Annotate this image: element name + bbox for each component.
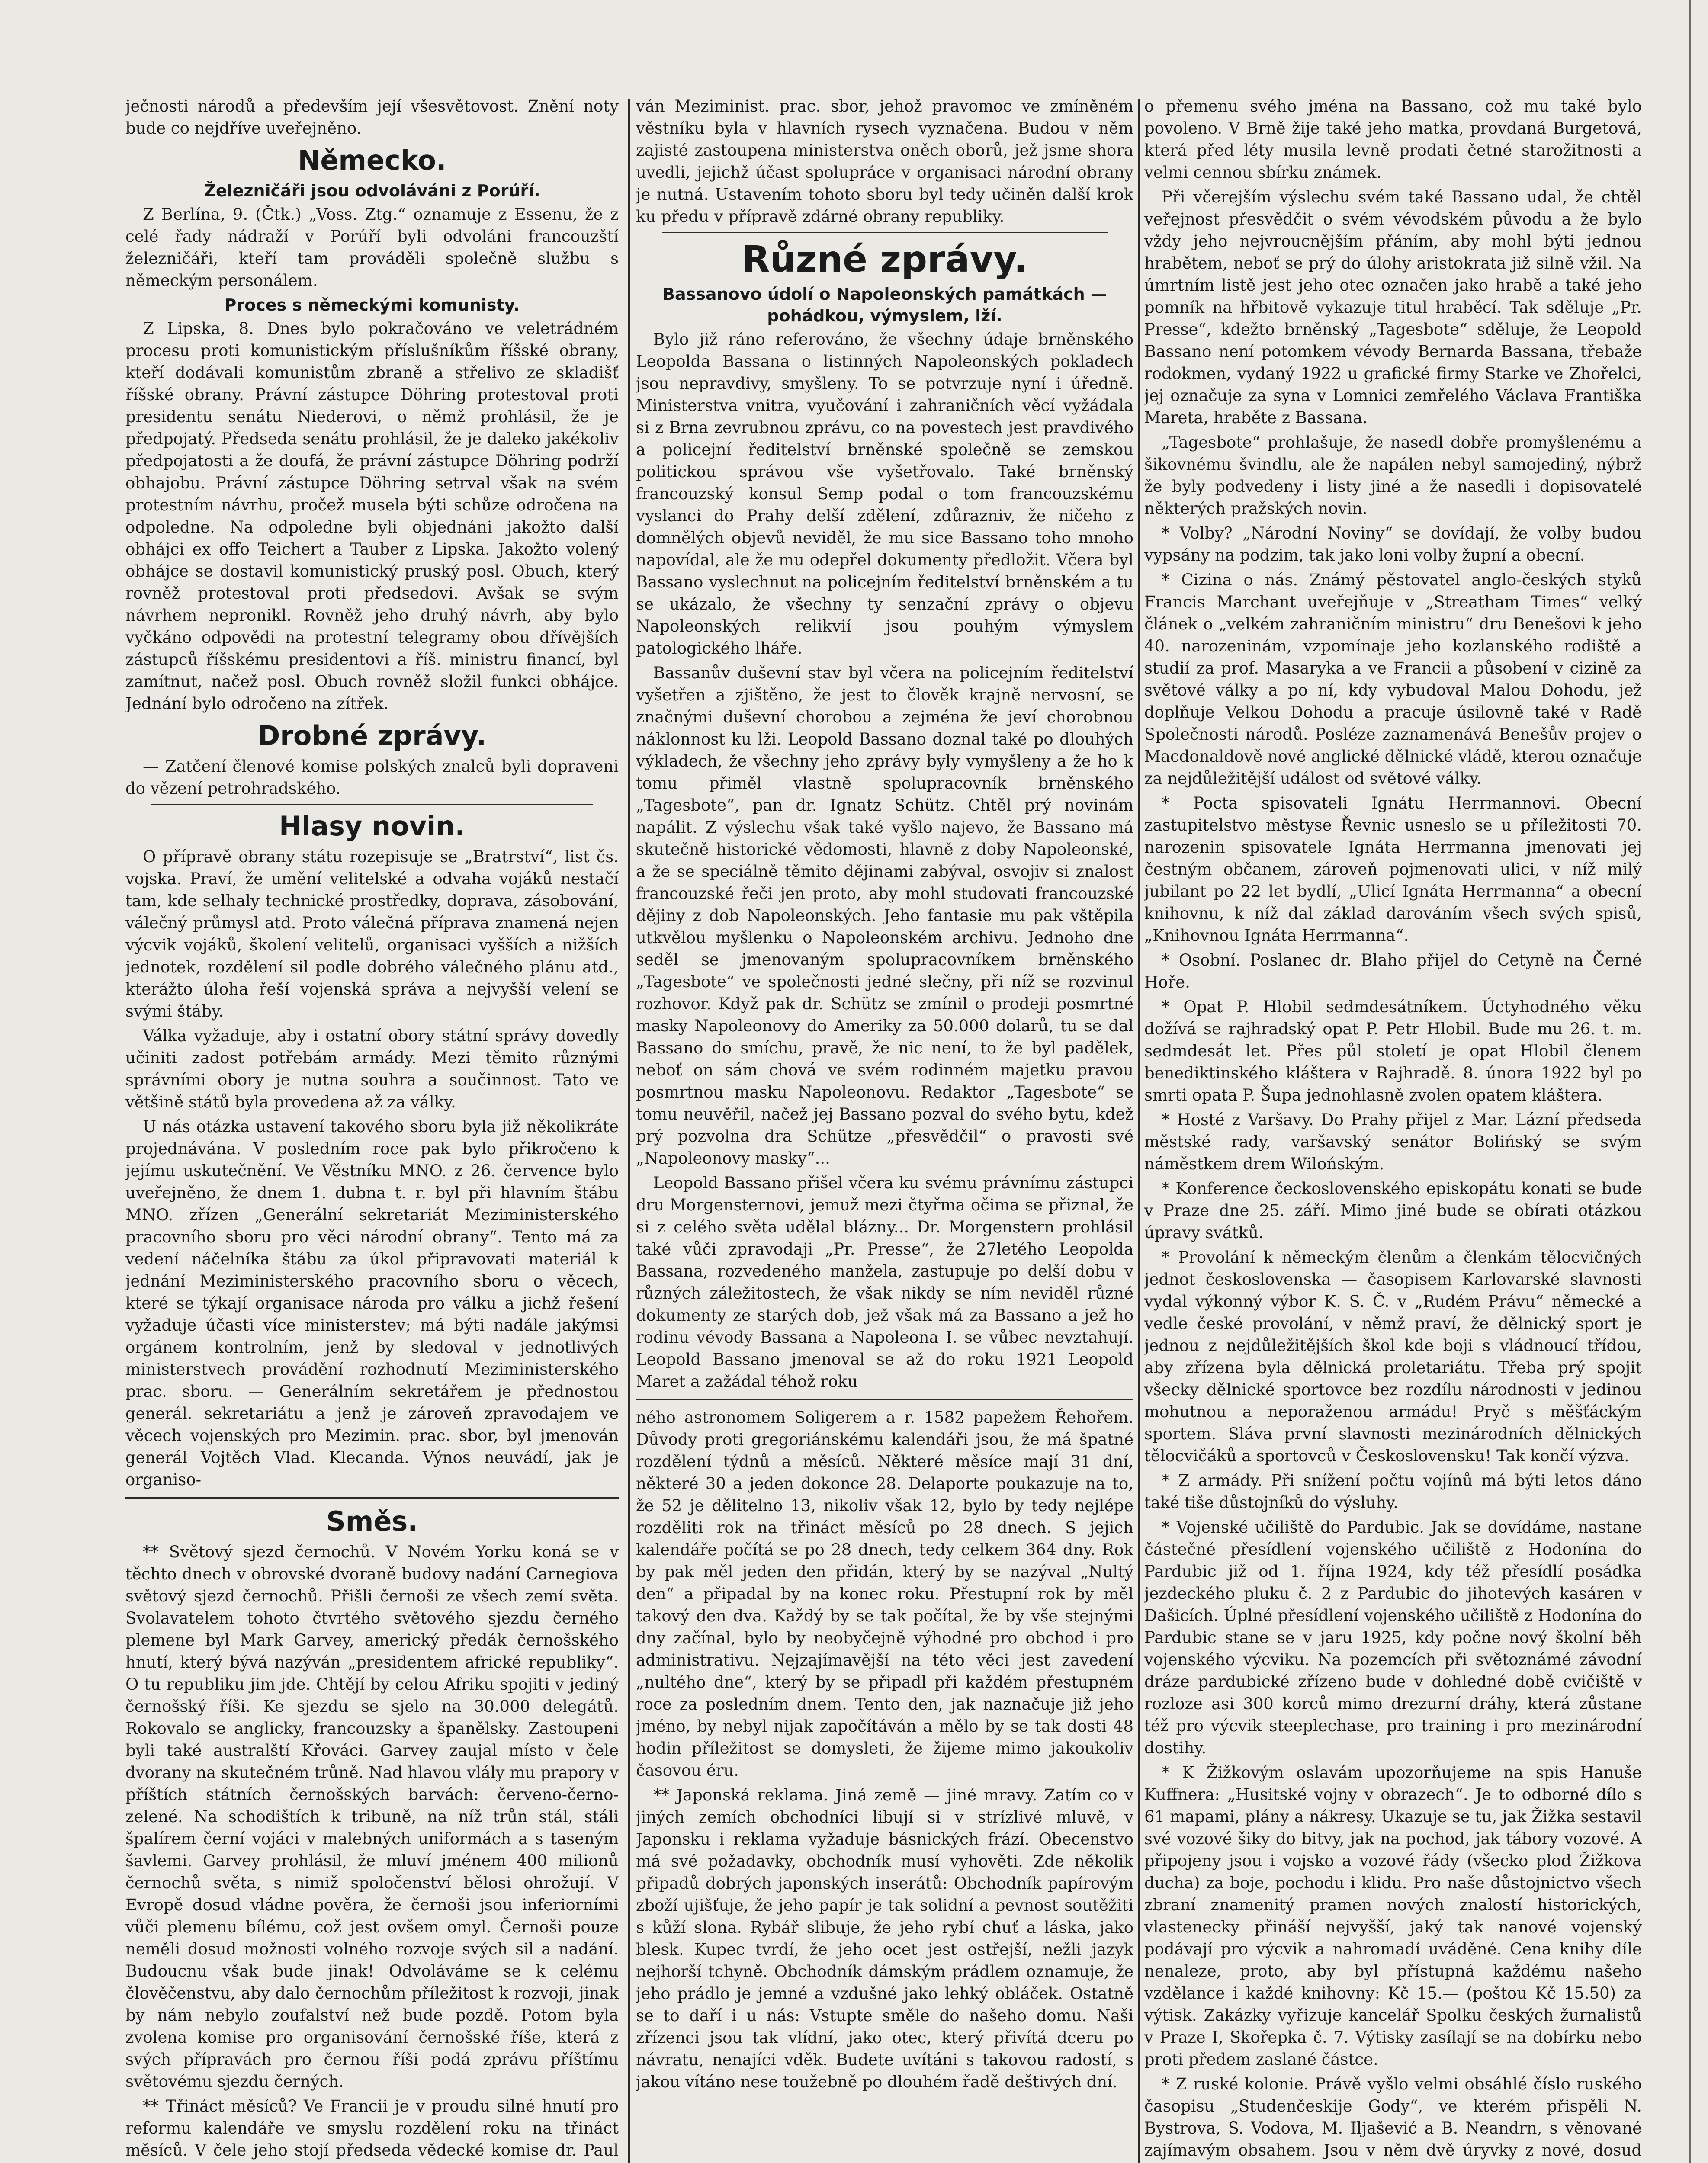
- section-heading-germany: Německo.: [298, 144, 446, 176]
- paragraph: O přípravě obrany státu rozepisuje se „Bratrství“, list čs. vojska. Praví, že umění velitelské a odvaha vojáků nestačí tam, kde selhaly technické prostředky, dopravа, zásobování, válečný průmysl atd. Proto válečná příprava znamená nejen výcvik vojáků, školení velitelů, organisaci vyšších a nižších jednotek, rozdělení sil podle dobrého válečného plánu atd., kterážto úloha řeší vojenská správa a nejvyšší velení se svými štáby.: [125, 847, 619, 1021]
- paragraph: Leopold Bassano přišel včera ku svému právnímu zástupci dru Morgensternovi, jemuž mezi čtyřma očima se přiznal, že si z celého světa udělal blázny... Dr. Morgenstern prohlásil také vůči zpravodaji „Pr. Presse“, že 27letého Leopolda Bassana, rozvedeného manžela, zastupuje po delší dobu v různých záležitostech, že však nikdy se ním neviděl různé dokumenty ze starých dob, jež však má za Bassano a jež ho rodinu vévody Bassana a Napoleona I. se vůbec nevztahují. Leopold Bassano jmenoval se až do roku 1921 Leopold Maret a zažádal téhož roku: [636, 1174, 1133, 1391]
- divider: [662, 232, 1108, 233]
- paragraph: * Opat P. Hlobil sedmdesátníkem. Úctyhodného věku dožívá se rajhradský opat P. Petr Hlobil. Bude mu 26. t. m. sedmdesát let. Přes půl století je opat Hlobil členem benediktinského kláštera v Rajhradě. 8. února 1922 byl po smrti opata P. Šupa jednohlasně zvolen opatem kláštera.: [1144, 998, 1642, 1104]
- paragraph: * Pocta spisovateli Ignátu Herrmannovi. Obecní zastupitelstvo městyse Řevnic usneslo se u příležitosti 70. narozenin spisovatele Ignáta Herrmanna jmenovati jej čestným občanem, zároveň pojmenovati ulici, v níž milý jubilant po 22 let bydlí, „Ulicí Ignáta Herrmanna“ a obecní knihovnu, k níž dal základ darováním všech svých spisů, „Knihovnou Ignáta Herrmanna“.: [1144, 794, 1642, 945]
- article-continuation: ván Meziminist. prac. sbor, jehož pravomoc ve zmíněném věstníku byla v hlavních rysech vyznačena. Budou v něm zajisté zastoupena ministerstva oněch oborů, jež jsme shora uvedli, jejichž účast spolupráce v organisaci národní obrany je nutná. Ustavením tohoto sboru byl tedy učiněn další krok ku předu v přípravě zdárné obrany republiky.: [636, 97, 1133, 226]
- paragraph: * Z ruské kolonie. Právě vyšlo velmi obsáhlé číslo ruského časopisu „Studenčeskije Gody“, ve kterém přispěli N. Bystrova, S. Vodova, M. Iljašević a B. Neandrn, s věnované zajímavým obsahem. Jsou v něm dvě úryvky z nové, dosud: [1144, 2075, 1642, 2160]
- paragraph: ** Třináct měsíců? Ve Francii je v proudu silné hnutí pro reformu kalendáře ve smyslu rozdělení roku na třináct měsíců. V čele jeho stojí předseda vědecké komise dr. Paul: [125, 2097, 619, 2160]
- article-continuation: ného astronomem Soligerem a r. 1582 papežem Řehořem. Důvody proti gregoriánskému kalendáři jsou, že má špatné rozdělení týdnů a měsíců. Některé měsíce mají 31 dní, některé 30 a jeden dokonce 28. Delaporte poukazuje na to, že 52 je dělitelno 13, nikoliv však 12, bylo by tedy nejlépe rozděliti rok na třináct měsíců po 28 dnech. S jejich kalendáře počítá se po 28 dnech, tedy celkem 364 dny. Rok by pak měl jeden den přidán, který by se nazýval „Nultý den“ a připadal by na konec roku. Přestupní rok by měl takový den dva. Každý by se tak počítal, že by vše stejnými dny začínal, bylo by neobyčejně výhodné pro obchod i pro administrativu. Nejzajímavější na této věci jest zavedení „nultého dne“, který by se připadl při každém přestupném roce za posledním dnem. Tento den, jak naznačuje již jeho jméno, by nebyl nijak započítáván a mělo by se tak dosti 48 hodin příležitost se domysleti, že žijeme mimo jakoukoliv časovou éru.: [636, 1408, 1133, 1780]
- paragraph: * Z armády. Při snížení počtu vojínů má býti letos dáno také tiše důstojníků do výsluhy.: [1144, 1471, 1642, 1512]
- paragraph: ** Světový sjezd černochů. V Novém Yorku koná se v těchto dnech v obrovské dvoraně budovy nadání Carnegiova světový sjezd černochů. Přišli černoši ze všech zemí světa. Svolavatelem tohoto čtvrtého světového sjezdu černého plemene byl Mark Garvey, americký předák černošského hnutí, který bývá nazýván „presidentem africké republiky“. O tu republiku jim jde. Chtějí by celou Afriku spojiti v jediný černošský říši. Ke sjezdu se sjelo na 30.000 delegátů. Rokovalo se anglicky, francouzsky a španělsky. Zastoupeni byli také australští Křováci. Garvey zaujal místo v čele dvorany na skutečném trůně. Nad hlavou vlály mu prapory v příštích státních černošských barvách: červeno-černo-zelené. Na schodištích k tribuně, na níž trůn stál, stáli špalírem černí vojáci v malebných uniformách a s taseným šavlemi. Garvey prohlásil, že mluví jménem 400 milionů černochů světa, s nimiž spoločenství bělosi ohrožují. V Evropě dosud vládne pověra, že černoši jsou inferiorními vůči plemenu bílému, což jest ovšem omyl. Černoši pouze neměli dosud možnosti volného rozvoje svých sil a nadání. Budoucnu však bude jinak! Odvoláváme se k celému člověčenstvu, aby dalo černochům příležitost k rozvoji, jinak by nám nebylo zoufalství než bude pozdě. Potom byla zvolena komise pro organisování černošské říše, která z svých přípravách pro černou říši podá zprávu příštímu světovému sjezdu černých.: [125, 1543, 619, 2091]
- divider: [125, 1497, 619, 1499]
- column-left: [125, 95, 619, 2163]
- paragraph: * Volby? „Národní Noviny“ se dovídají, že volby budou vypsány na podzim, tak jako loni volby župní a obecní.: [1144, 524, 1642, 565]
- paragraph: ** Japonská reklama. Jiná země — jiné mravy. Zatím co v jiných zemích obchodníci libují si v strízlivé mluvě, v Japonsku i reklama vyžaduje básnických frází. Obecenstvo má své požadavky, obchodník musí vyhověti. Zde několik připadů dobrých japonských inserátů: Obchodník papírovým zboží ujišťuje, že jeho papír je tak solidní a pevnost soutěžiti s kůží slona. Rybář slibuje, že jeho rybí chuť a láska, jako blesk. Kupec tvrdí, že jeho ocet jest ostřejší, nežli jazyk nejhorší tchyně. Obchodník dámským prádlem oznamuje, že jeho prádlo je jemné a vzdušné jako lehký obláček. Ostatně se to daří i u nás: Vstupte směle do našeho domu. Naši zřízenci jsou tak vlídní, jako otec, který přivítá dceru po návratu, nenajíci vděk. Budete uvítáni s takovou radostí, s jakou vítáno nese toužebně po dlouhém řadě deštivých dní.: [636, 1786, 1133, 2091]
- paragraph: Bassanův duševní stav byl včera na policejním ředitelství vyšetřen a zjištěno, že jest to člověk krajně nervosní, se značnými duševní chorobou a zejména že jeví chorobnou náklonnost ku lži. Leopold Bassano doznal také po dlouhých výkladech, že všechny jeho zprávy byly vymyšleny a že ho k tomu přiměl vlastně spolupracovník brněnského „Tagesbote“, pan dr. Ignatz Schütz. Chtěl prý novinám napálit. Z výslechu však také vyšlo najevo, že Bassano má skutečně historické vědomosti, hlavně z doby Napoleonské, a že se speciálně těmito dějinami zabýval, osvojiv si znalost francouzské řeči jen proto, aby mohl studovati francouzské dějiny z dob Napoleonských. Jeho fantasie mu pak vštěpila utkvělou myšlenku o Napoleonském archivu. Jednoho dne seděl se jmenovaným spolupracovníkem brněnského „Tagesbote“ ve společnosti jedné slečny, při níž se rozvinul rozhovor. Když pak dr. Schütz se zmínil o prodeji posmrtné masky Napoleonovy do Ameriky za 50.000 dolarů, tu se dal Bassano do smíchu, pravě, že nic není, to že byl padělek, neboť on sám chová ve svém rodinném majetku pravou posmrtnou masku Napoleonovu. Redaktor „Tagesbote“ se tomu neuvěřil, načež jej Bassano pozval do svého bytu, kdež prý pozvolna dra Schütze „přesvědčil“ o pravosti své „Napoleonovy masky“...: [636, 664, 1133, 1168]
- column-right: [1144, 95, 1642, 2163]
- paragraph: Válka vyžaduje, aby i ostatní obory státní správy dovedly učiniti zadost potřebám armády. Mezi těmito různými správními obory je nutna souhra a součinnost. Tato ve většině států byla provedena až za války.: [125, 1027, 619, 1111]
- divider: [636, 1399, 1133, 1400]
- subheading: Železničáři jsou odvoláváni z Porúří.: [204, 181, 540, 200]
- paragraph: Z Lipska, 8. Dnes bylo pokračováno ve veletrádném procesu proti komunistickým příslušníkům říšské obrany, kteří dodávali komunistům zbraně a střelivo ze skladišť říšské obrany. Právní zástupce Döhring protestoval proti presidentu senátu Niederovi, o němž prohlásil, že je předpojatý. Předseda senátu prohlásil, že je daleko jakékoliv předpojatosti a že doufá, že právní zástupce Döhring podrží obhajobu. Právní zástupce Döhring setrval však na svém protestním návrhu, pročež musela býti schůze odročena na odpoledne. Na odpoledne byli objednáni jakožto další obhájci ex offo Teichert a Tauber z Lipska. Jakožto volený obhájce se dostavil komunistický pruský posl. Obuch, který rovněž protestoval proti předsedovi. Avšak se svým návrhem nepronikl. Rovněž jeho druhý návrh, aby bylo vyčkáno odpovědi na protestní telegramy obou dřívějších zástupců říšskému presidentovi a říš. ministru financí, byl zamítnut, načež posl. Obuch rovněž složil funkci obhájce. Jednání bylo odročeno na zítřek.: [125, 319, 619, 713]
- paragraph: * Osobní. Poslanec dr. Blaho přijel do Cetyně na Černé Hoře.: [1144, 951, 1642, 992]
- subheading: Bassanovo údolí o Napoleonských památkách — pohádkou, výmyslem, lží.: [662, 285, 1107, 325]
- section-heading-miscellany: Směs.: [326, 1505, 418, 1537]
- paragraph: Bylo již ráno referováno, že všechny údaje brněnského Leopolda Bassana o listinných Napoleonských pokladech jsou nepravdivy, smyšleny. To se potvrzuje nyní i úředně. Ministerstva vnitra, vyučování i zahraničních věcí vyžádala si z Brna zevrubnou zprávu, co na povestech jest pravdivého a policejní ředitelství brněnské společně se zemskou politickou správou vše vyšetřovalo. Také brněnský francouzský konsul Semp podal o tom francouzskému vyslanci do Prahy delší zdělení, zdůrazniv, že ničeho z domnělých objevů neviděl, že mu sice Bassano toho mnoho napovídal, ale že mu odepřel dokumenty předložit. Včera byl Bassano vyslechnut na policejním ředitelství brněnském a tu se ukázalo, že všechny ty senzační zprávy o objevu Napoleonských relikvií jsou pouhým výmyslem patologického lháře.: [636, 330, 1133, 658]
- paragraph: — Zatčení členové komise polských znalců byli dopraveni do vězení petrohradského.: [125, 757, 619, 798]
- paragraph: Z Berlína, 9. (Čtk.) „Voss. Ztg.“ oznamuje z Essenu, že z celé řady nádraží v Porúří byli odvoláni francouzští železničáři, kteří tam prováděli společně službu s německým personálem.: [125, 205, 619, 290]
- paragraph: * K Žižkovým oslavám upozorňujeme na spis Hanuše Kuffnera: „Husitské vojny v obrazech“. Je to odborné dílo s 61 mapami, plány a nákresy. Ukazuje se tu, jak Žižka sestavil své vozové šiky do bitvy, jak na pochod, jak tábory vozové. A připojeny jsou i vojsko a vozové řády (všecko plod Žižkova ducha) za boje, pochodu i klidu. Pro naše důstojnictvo všech zbraní znamenitý pramen nových znalostí historických, vlastenecky přináší nejvyšší, jaký tak nanové vojenský podávají pro výcvik a nahromadí uváděné. Cena knihy díle nenaleze, proto, aby byl přístupná každému našeho vzdělance i každé knihovny: Kč 15.— (poštou Kč 15.50) za výtisk. Zakázky vyřizuje kancelář Spolku českých žurnalistů v Praze I, Skořepka č. 7. Výtisky zasílají se na dobírku nebo proti předem zaslané částce.: [1144, 1763, 1642, 2069]
- paragraph: * Vojenské učiliště do Pardubic. Jak se dovídáme, nastane částečné přesídlení vojenského učiliště z Hodonína do Pardubic již od 1. října 1924, kdy též přesídlí posádka jezdeckého pluku č. 2 z Pardubic do jihotevých kasáren v Dašicích. Úplné přesídlení vojenského učiliště z Hodonína do Pardubic stane se v jaru 1925, kdy počne nový školní běh vojenského výcviku. Na pozemcích při světoznámé závodní dráze pardubické zřízeno bude v dohledné době cvičiště v rozloze asi 300 korců mimo drezurní dráhy, která zůstane též pro výcvik steeplechase, pro training i pro mezinárodní dostihy.: [1144, 1518, 1642, 1757]
- paragraph: U nás otázka ustavení takového sboru byla již několikráte projednávána. V posledním roce pak bylo přikročeno k jejímu uskutečnění. Ve Věstníku MNO. z 26. července bylo uveřejněno, že dnem 1. dubna t. r. byl při hlavním štábu MNO. zřízen „Generální sekretariát Meziministerského pracovního sboru pro věci národní obrany“. Tento má za vedení náčelníka štábu za úkol připravovati materiál k jednání Meziministerského pracovního sboru o věcech, které se týkají organisace národa pro válku a jichž řešení vyžaduje účasti více ministerstev; má býti nadále jakýmsi orgánem kontrolním, jenž by sledoval v jednotlivých ministerstvech provádění rozhodnutí Meziministerského prac. sboru. — Generálním sekretářem je přednostou generál. sekretariátu a jenž je zároveň zpravodajem ve věcech vojenských pro Mezimin. prac. sbor, byl jmenován generál Vojtěch Vlad. Klecanda. Výnos neuvádí, jak je organiso-: [125, 1117, 619, 1489]
- column-middle: [636, 95, 1133, 2163]
- paragraph: * Cizina o nás. Známý pěstovatel anglo-českých styků Francis Marchant uveřejňuje v „Streatham Times“ velký článek o „velkém zahraničním ministru“ dru Benešovi k jeho 40. narozeninám, vzpomínaje jeho kozlanského rodiště a studií za prof. Masaryka a ve Francii a působení v cizině za světové války a po ní, kdy vybudoval Malou Dohodu, jež doplňuje Velkou Dohodu a pracuje úsilovně také v Radě Společnosti národů. Posléze zaznamenává Benešův projev o Macdonaldově nové anglické dělnické vládě, kterou označuje za nejdůležitější událost od světové války.: [1144, 571, 1642, 788]
- section-heading-short-news: Drobné zprávy.: [257, 720, 487, 751]
- paragraph: „Tagesbote“ prohlašuje, že nasedl dobře promyšlenému a šikovnému švindlu, ale že napálen nebyl samojediný, nýbrž že byly podvedeny i listy jiné a že nasedli i dopisovatelé některých pražských novin.: [1144, 433, 1642, 518]
- column-rule-right: [1138, 99, 1140, 2163]
- paragraph: * Provolání k německým členům a členkám tělocvičných jednot československa — časopisem Karlovarské slavnosti vydal výkonný výbor K. S. Č. v „Rudém Právu“ německé a vedle české provolání, v němž praví, že dělnický sport je jednou z nejdůležitějších škol kde boji s vládnoucí třídou, aby zřízena byla dělnická proletariátu. Třeba prý spojit všecky dělnické sportovce bez rozdílu národnosti v jedinou mohutnou a neporaženou armádu! Pryč s měšťáckým sportem. Sláva první slavnosti mezinárodních dělnických tělocvičáků a sportovců v Československu! Tak končí výzva.: [1144, 1248, 1642, 1465]
- page-edge-line: [1689, 0, 1691, 2163]
- section-heading-press-voices: Hlasy novin.: [279, 810, 465, 842]
- section-heading-various-news: Různé zprávy.: [742, 238, 1028, 280]
- paragraph: * Hosté z Varšavy. Do Prahy přijel z Mar. Lázní předseda městské rady, varšavský senátor Bolińský se svým náměstkem drem Wilońským.: [1144, 1110, 1642, 1173]
- article-continuation: o přemenu svého jména na Bassano, což mu také bylo povoleno. V Brně žije také jeho matka, provdaná Burgetová, která před léty musila levně prodati četné starožitnosti a velmi cennou sbírku známek.: [1144, 97, 1642, 182]
- subheading: Proces s německými komunisty.: [224, 295, 520, 315]
- article-continuation: ječnosti národů a především její všesvětovost. Znění noty bude co nejdříve uveřejněno.: [125, 97, 619, 138]
- divider: [151, 804, 593, 805]
- paragraph: Při včerejším výslechu svém také Bassano udal, že chtěl veřejnost přesvědčit o svém vévodském původu a že bylo vždy jeho nejvroucnějším přáním, aby mohl býti jednou hrabětem, neboť se prý do úlohy aristokrata již silně vžil. Na úmrtním listě jest jeho otec označen jako hrabě a také jeho pomník na hřbitově vykazuje titul hraběcí. Tak sděluje „Pr. Presse“, kdežto brněnský „Tagesbote“ sděluje, že Leopold Bassano není potomkem vévody Bernarda Bassana, třebaže rodokmen, vydaný 1922 u grafické firmy Starke ve Zhořelci, jej označuje za syna v Lomnici zemřelého Václava Františka Mareta, hraběte z Bassana.: [1144, 188, 1642, 427]
- column-rule-left: [628, 99, 630, 2163]
- paragraph: * Konference čeckoslovenského episkopátu konati se bude v Praze dne 25. září. Mimo jiné bude se obírati otázkou úpravy svátků.: [1144, 1179, 1642, 1242]
